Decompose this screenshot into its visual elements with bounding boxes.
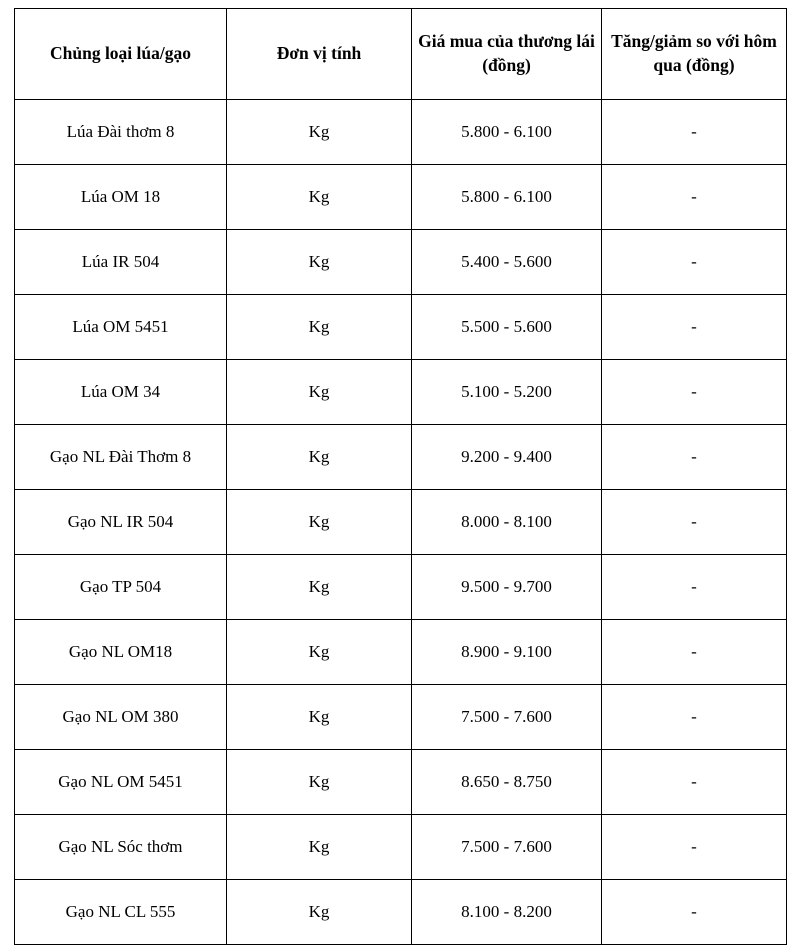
cell-unit: Kg: [227, 490, 412, 555]
column-header-change: Tăng/giảm so với hôm qua (đồng): [602, 9, 787, 100]
cell-unit: Kg: [227, 620, 412, 685]
table-row: [15, 425, 787, 490]
cell-variety: Lúa OM 5451: [15, 295, 227, 360]
cell-variety: Lúa OM 18: [15, 165, 227, 230]
cell-price: 5.500 - 5.600: [412, 295, 602, 360]
cell-variety: Gạo TP 504: [15, 555, 227, 620]
cell-unit: Kg: [227, 685, 412, 750]
cell-variety: Gạo NL OM 5451: [15, 750, 227, 815]
table-body: [15, 100, 787, 945]
cell-variety: Gạo NL OM 380: [15, 685, 227, 750]
cell-change: -: [602, 230, 787, 295]
rice-price-table: [14, 8, 787, 945]
table-row: [15, 165, 787, 230]
cell-variety: Gạo NL CL 555: [15, 880, 227, 945]
table-row: [15, 100, 787, 165]
cell-variety: Gạo NL IR 504: [15, 490, 227, 555]
cell-unit: Kg: [227, 425, 412, 490]
cell-change: -: [602, 165, 787, 230]
cell-price: 5.800 - 6.100: [412, 100, 602, 165]
cell-price: 9.500 - 9.700: [412, 555, 602, 620]
cell-change: -: [602, 100, 787, 165]
column-header-variety: Chủng loại lúa/gạo: [15, 9, 227, 100]
cell-unit: Kg: [227, 750, 412, 815]
cell-variety: Lúa OM 34: [15, 360, 227, 425]
table-row: [15, 230, 787, 295]
cell-change: -: [602, 685, 787, 750]
cell-price: 8.900 - 9.100: [412, 620, 602, 685]
table-row: [15, 750, 787, 815]
cell-unit: Kg: [227, 165, 412, 230]
cell-unit: Kg: [227, 230, 412, 295]
cell-variety: Gạo NL Đài Thơm 8: [15, 425, 227, 490]
cell-price: 8.100 - 8.200: [412, 880, 602, 945]
cell-price: 5.100 - 5.200: [412, 360, 602, 425]
cell-change: -: [602, 490, 787, 555]
cell-price: 7.500 - 7.600: [412, 685, 602, 750]
cell-change: -: [602, 360, 787, 425]
table-row: [15, 490, 787, 555]
cell-unit: Kg: [227, 295, 412, 360]
cell-variety: Lúa IR 504: [15, 230, 227, 295]
cell-unit: Kg: [227, 100, 412, 165]
table-row: [15, 685, 787, 750]
table-row: [15, 620, 787, 685]
cell-price: 9.200 - 9.400: [412, 425, 602, 490]
cell-unit: Kg: [227, 360, 412, 425]
table-row: [15, 295, 787, 360]
table-header: [15, 9, 787, 100]
cell-unit: Kg: [227, 555, 412, 620]
cell-change: -: [602, 880, 787, 945]
cell-change: -: [602, 555, 787, 620]
cell-unit: Kg: [227, 880, 412, 945]
cell-variety: Gạo NL OM18: [15, 620, 227, 685]
table-row: [15, 360, 787, 425]
cell-unit: Kg: [227, 815, 412, 880]
cell-price: 5.400 - 5.600: [412, 230, 602, 295]
cell-change: -: [602, 620, 787, 685]
cell-price: 8.650 - 8.750: [412, 750, 602, 815]
cell-variety: Gạo NL Sóc thơm: [15, 815, 227, 880]
table-row: [15, 880, 787, 945]
column-header-unit: Đơn vị tính: [227, 9, 412, 100]
table-header-row: [15, 9, 787, 100]
cell-change: -: [602, 295, 787, 360]
table-row: [15, 555, 787, 620]
cell-change: -: [602, 815, 787, 880]
cell-price: 7.500 - 7.600: [412, 815, 602, 880]
table-row: [15, 815, 787, 880]
cell-variety: Lúa Đài thơm 8: [15, 100, 227, 165]
cell-change: -: [602, 425, 787, 490]
column-header-trader-price: Giá mua của thương lái (đồng): [412, 9, 602, 100]
cell-price: 8.000 - 8.100: [412, 490, 602, 555]
cell-price: 5.800 - 6.100: [412, 165, 602, 230]
cell-change: -: [602, 750, 787, 815]
